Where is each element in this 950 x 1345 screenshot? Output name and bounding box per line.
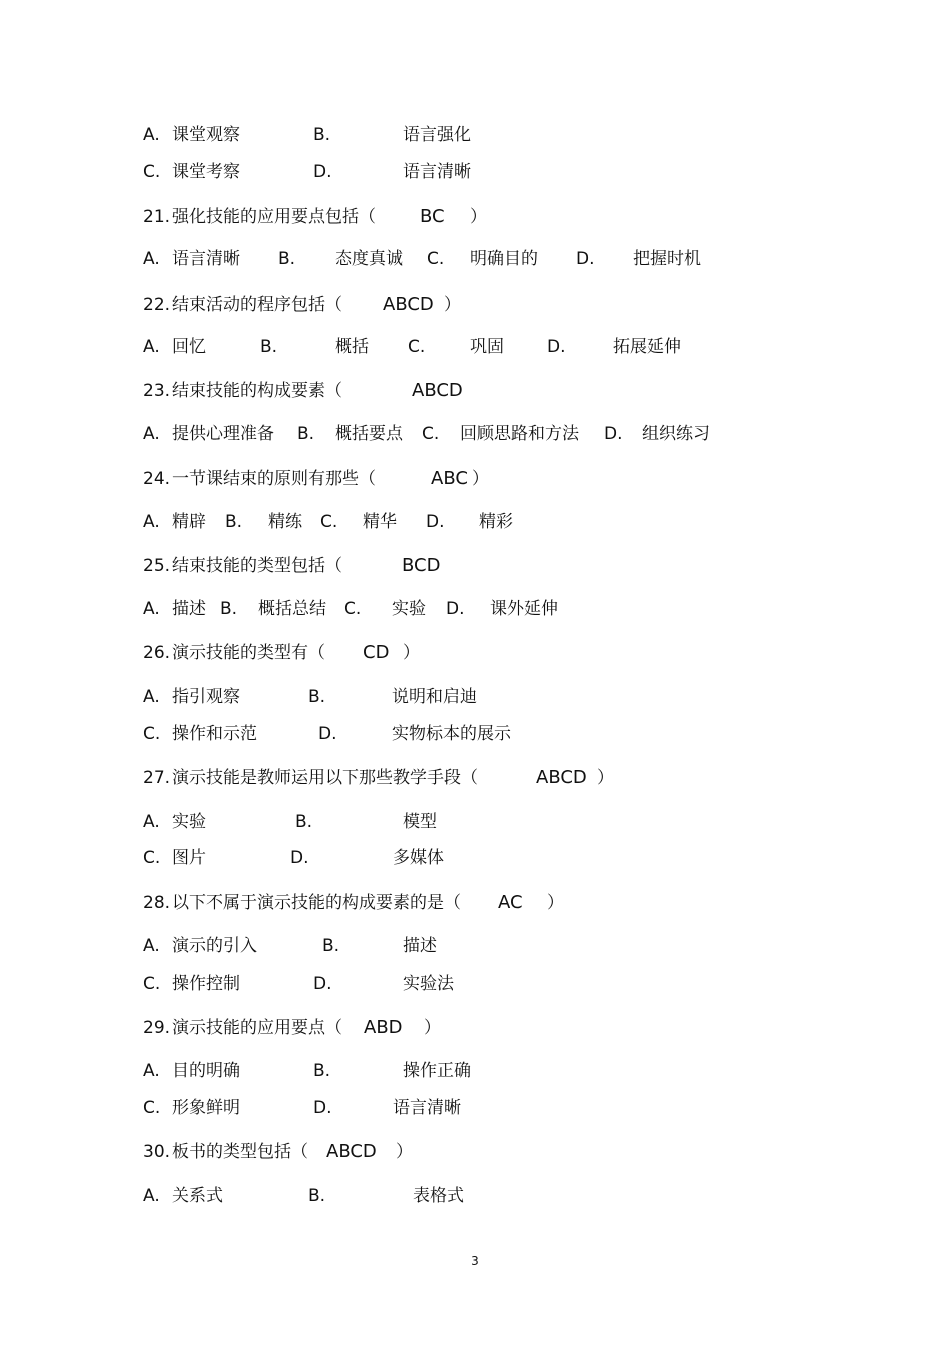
option-letter: D. [290, 848, 309, 868]
option-letter: D. [604, 424, 623, 444]
option-text: 精华 [363, 512, 397, 532]
closing-paren: ） [396, 1142, 413, 1162]
option-letter: A. [143, 1061, 160, 1081]
option-letter: B. [295, 812, 313, 832]
question-number: 26. [143, 643, 171, 663]
question-text: 演示技能的应用要点（ [172, 1018, 342, 1038]
option-text: 课堂观察 [172, 125, 240, 145]
answer-text: AC [498, 892, 523, 913]
option-text: 语言清晰 [403, 162, 471, 182]
option-letter: B. [313, 125, 331, 145]
option-letter: D. [426, 512, 445, 532]
option-text: 态度真诚 [335, 249, 403, 269]
option-letter: D. [313, 974, 332, 994]
option-letter: A. [143, 1186, 160, 1206]
option-text: 操作正确 [403, 1061, 471, 1081]
option-text: 操作和示范 [172, 724, 257, 744]
option-letter: C. [422, 424, 440, 444]
option-text: 明确目的 [470, 249, 538, 269]
question-text: 结束技能的构成要素（ [172, 381, 342, 401]
option-text: 语言强化 [403, 125, 471, 145]
answer-text: ABD [364, 1017, 403, 1038]
page-number: 3 [471, 1254, 479, 1268]
option-text: 把握时机 [633, 249, 701, 269]
answer-text: ABCD [326, 1141, 377, 1162]
option-letter: C. [320, 512, 338, 532]
question-number: 22. [143, 295, 171, 315]
option-text: 精练 [268, 512, 302, 532]
option-letter: D. [318, 724, 337, 744]
question-number: 23. [143, 381, 171, 401]
question-number: 25. [143, 556, 171, 576]
option-text: 精彩 [479, 512, 513, 532]
answer-text: ABCD [536, 767, 587, 788]
option-text: 课堂考察 [172, 162, 240, 182]
option-text: 描述 [172, 599, 206, 619]
option-letter: A. [143, 687, 160, 707]
option-letter: C. [427, 249, 445, 269]
option-letter: B. [220, 599, 238, 619]
option-letter: D. [446, 599, 465, 619]
option-text: 提供心理准备 [172, 424, 274, 444]
question-text: 以下不属于演示技能的构成要素的是（ [172, 893, 461, 913]
option-letter: B. [297, 424, 315, 444]
option-letter: D. [313, 162, 332, 182]
question-number: 24. [143, 469, 171, 489]
question-number: 30. [143, 1142, 171, 1162]
option-letter: C. [143, 162, 161, 182]
option-letter: C. [143, 974, 161, 994]
option-letter: B. [260, 337, 278, 357]
option-text: 拓展延伸 [613, 337, 681, 357]
closing-paren: ） [472, 469, 489, 489]
option-letter: C. [143, 848, 161, 868]
closing-paren: ） [547, 893, 564, 913]
closing-paren: ） [470, 207, 487, 227]
option-text: 形象鲜明 [172, 1098, 240, 1118]
option-text: 目的明确 [172, 1061, 240, 1081]
option-text: 操作控制 [172, 974, 240, 994]
option-text: 巩固 [470, 337, 504, 357]
question-number: 27. [143, 768, 171, 788]
closing-paren: ） [424, 1018, 441, 1038]
option-letter: B. [278, 249, 296, 269]
option-letter: A. [143, 599, 160, 619]
question-text: 结束技能的类型包括（ [172, 556, 342, 576]
answer-text: BCD [402, 555, 441, 576]
closing-paren: ） [444, 295, 461, 315]
option-text: 回忆 [172, 337, 206, 357]
question-text: 演示技能是教师运用以下那些教学手段（ [172, 768, 478, 788]
question-number: 29. [143, 1018, 171, 1038]
option-text: 实验法 [403, 974, 454, 994]
option-letter: B. [308, 687, 326, 707]
option-letter: A. [143, 512, 160, 532]
option-letter: A. [143, 424, 160, 444]
option-letter: D. [313, 1098, 332, 1118]
option-letter: C. [408, 337, 426, 357]
question-text: 一节课结束的原则有那些（ [172, 469, 376, 489]
option-text: 描述 [403, 936, 437, 956]
option-text: 关系式 [172, 1186, 223, 1206]
option-letter: C. [344, 599, 362, 619]
answer-text: CD [363, 642, 390, 663]
question-number: 28. [143, 893, 171, 913]
option-text: 实验 [392, 599, 426, 619]
option-text: 语言清晰 [172, 249, 240, 269]
option-text: 实物标本的展示 [392, 724, 511, 744]
option-text: 课外延伸 [490, 599, 558, 619]
option-letter: A. [143, 936, 160, 956]
question-number: 21. [143, 207, 171, 227]
option-letter: B. [225, 512, 243, 532]
option-letter: C. [143, 1098, 161, 1118]
answer-text: ABCD [412, 380, 463, 401]
option-letter: A. [143, 125, 160, 145]
option-text: 概括总结 [258, 599, 326, 619]
option-text: 实验 [172, 812, 206, 832]
option-text: 说明和启迪 [392, 687, 477, 707]
option-text: 语言清晰 [393, 1098, 461, 1118]
option-letter: B. [322, 936, 340, 956]
closing-paren: ） [597, 768, 614, 788]
option-letter: B. [308, 1186, 326, 1206]
option-text: 图片 [172, 848, 206, 868]
question-text: 板书的类型包括（ [172, 1142, 308, 1162]
option-letter: A. [143, 812, 160, 832]
answer-text: BC [420, 206, 445, 227]
question-text: 强化技能的应用要点包括（ [172, 207, 376, 227]
question-text: 演示技能的类型有（ [172, 643, 325, 663]
option-letter: A. [143, 337, 160, 357]
option-text: 演示的引入 [172, 936, 257, 956]
option-letter: D. [547, 337, 566, 357]
option-text: 表格式 [413, 1186, 464, 1206]
option-text: 概括要点 [335, 424, 403, 444]
option-letter: B. [313, 1061, 331, 1081]
question-text: 结束活动的程序包括（ [172, 295, 342, 315]
answer-text: ABCD [383, 294, 434, 315]
option-text: 回顾思路和方法 [460, 424, 579, 444]
option-letter: A. [143, 249, 160, 269]
option-letter: D. [576, 249, 595, 269]
answer-text: ABC [431, 468, 468, 489]
option-text: 模型 [403, 812, 437, 832]
option-letter: C. [143, 724, 161, 744]
option-text: 组织练习 [642, 424, 710, 444]
option-text: 多媒体 [393, 848, 444, 868]
option-text: 指引观察 [172, 687, 240, 707]
option-text: 概括 [335, 337, 369, 357]
option-text: 精辟 [172, 512, 206, 532]
closing-paren: ） [403, 643, 420, 663]
